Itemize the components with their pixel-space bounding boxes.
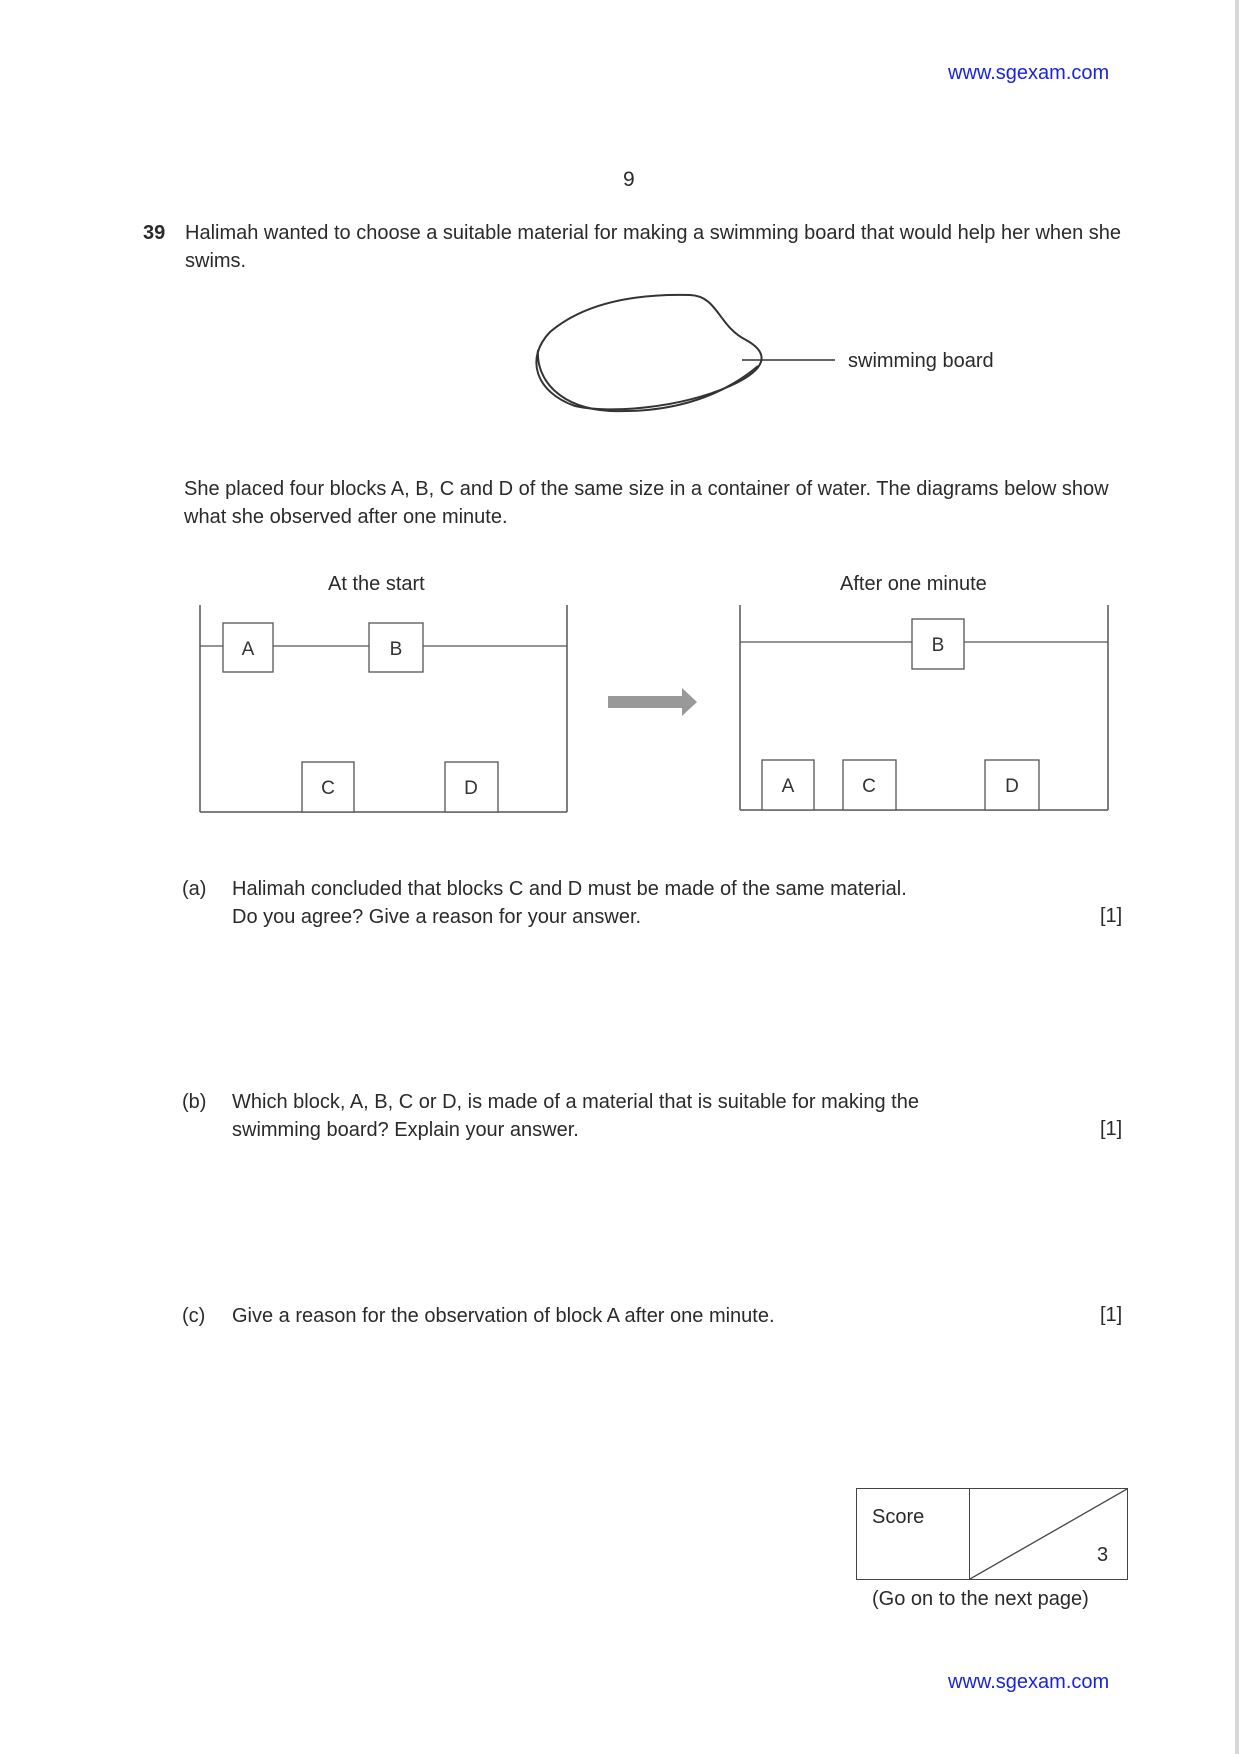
header-url-link[interactable]: www.sgexam.com: [948, 62, 1110, 84]
score-box: [856, 1488, 1128, 1580]
next-page-note: (Go on to the next page): [872, 1588, 1089, 1610]
beaker-diagrams: [190, 600, 1130, 830]
block-b-start-label: B: [389, 639, 403, 660]
footer-url-link[interactable]: www.sgexam.com: [948, 1671, 1110, 1693]
question-number: 39: [143, 222, 166, 244]
diagram-right-title: After one minute: [840, 573, 987, 595]
part-b-line2: swimming board? Explain your answer.: [232, 1119, 579, 1141]
block-d-after-label: D: [1005, 776, 1019, 797]
block-c-after: [843, 760, 896, 810]
block-c-start: [302, 762, 354, 812]
block-a-start: [223, 623, 273, 672]
part-b-line1: Which block, A, B, C or D, is made of a material that is suitable for making the: [232, 1091, 919, 1113]
diagram-left-title: At the start: [328, 573, 425, 595]
score-label: Score: [872, 1506, 925, 1528]
part-a-line2: Do you agree? Give a reason for your answer.: [232, 906, 642, 928]
block-a-start-label: A: [241, 639, 255, 660]
swimming-board-label: swimming board: [848, 350, 994, 372]
block-d-after: [985, 760, 1039, 810]
setup-text: She placed four blocks A, B, C and D of the same size in a container of water. The diagrams below show what she observed after one minute.: [184, 478, 1109, 528]
container-after-one-minute: [740, 605, 1108, 810]
block-c-start-label: C: [321, 778, 335, 799]
part-c-marks: [1]: [1100, 1304, 1123, 1326]
block-a-after: [762, 760, 814, 810]
block-d-start: [445, 762, 498, 812]
swimming-board-edge: [538, 350, 758, 411]
block-b-after: [912, 619, 964, 669]
part-a-marks: [1]: [1100, 905, 1123, 927]
block-c-after-label: C: [862, 776, 876, 797]
swimming-board-outline: [536, 295, 761, 410]
part-b-label: (b): [182, 1091, 207, 1113]
block-a-after-label: A: [781, 776, 795, 797]
part-a-label: (a): [182, 878, 207, 900]
block-b-after-label: B: [931, 635, 945, 656]
block-b-start: [369, 623, 423, 672]
block-d-start-label: D: [464, 778, 478, 799]
page-number: 9: [623, 168, 635, 191]
part-c-line1: Give a reason for the observation of block A after one minute.: [232, 1305, 775, 1327]
part-c-label: (c): [182, 1305, 206, 1327]
container-at-start: [200, 605, 567, 812]
score-total: 3: [1097, 1544, 1109, 1566]
part-a-line1: Halimah concluded that blocks C and D must be made of the same material.: [232, 878, 907, 900]
scan-edge: [1235, 0, 1239, 1754]
part-b-marks: [1]: [1100, 1118, 1123, 1140]
question-stem: Halimah wanted to choose a suitable material for making a swimming board that would help her when she swims.: [185, 222, 1122, 272]
arrow-icon: [608, 688, 697, 716]
